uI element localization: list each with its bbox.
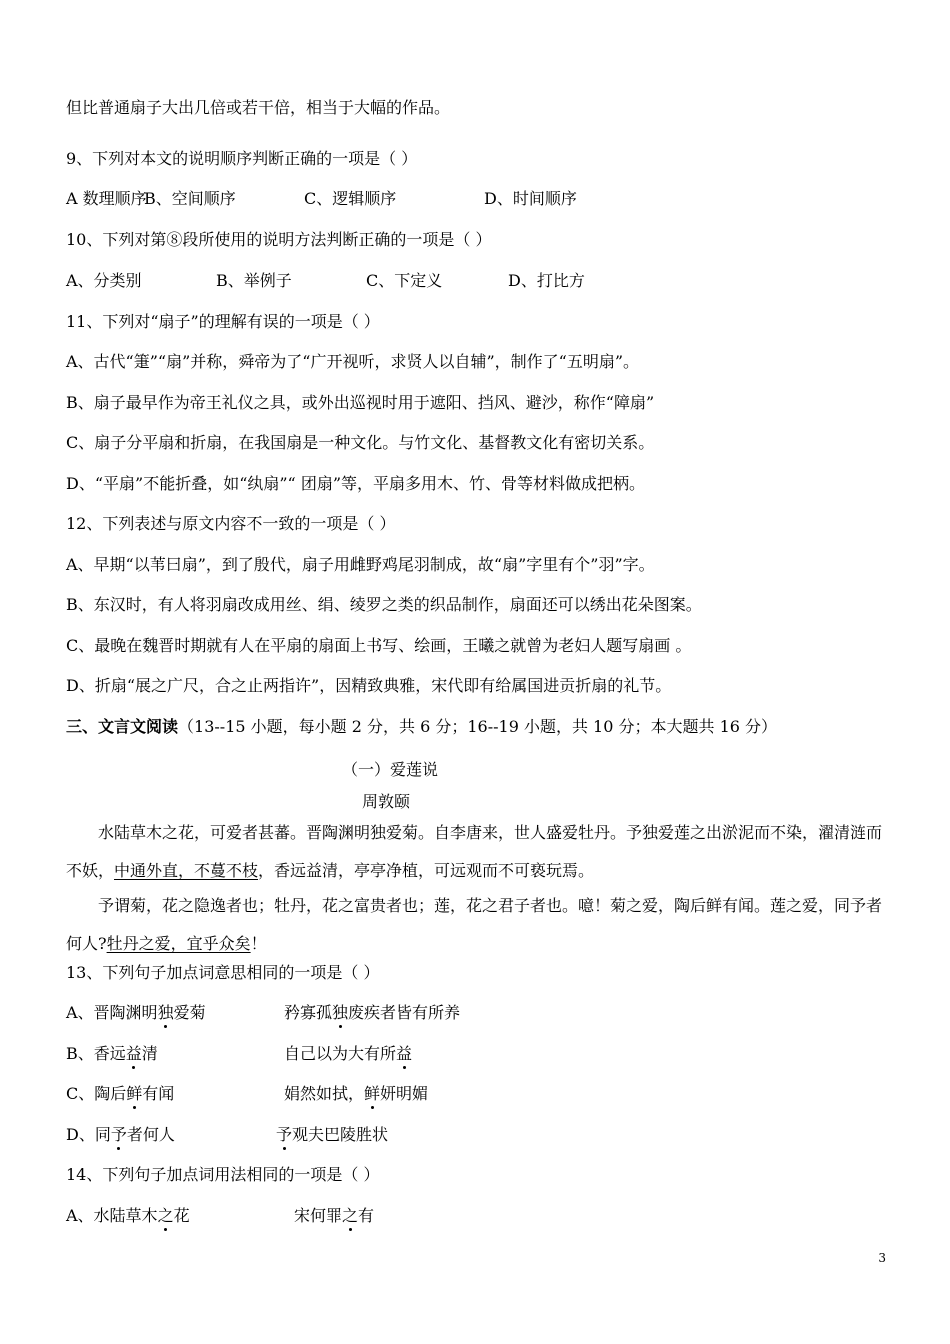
option-a: A 数理顺序 xyxy=(66,189,147,208)
section-3-note: （13--15 小题，每小题 2 分，共 6 分；16--19 小题，共 10 分；本大题共 16 分） xyxy=(178,717,778,736)
passage-title: （一）爱莲说 xyxy=(342,760,439,779)
passage-author: 周敦颐 xyxy=(362,792,411,811)
option-d: D、打比方 xyxy=(508,271,585,290)
question-12-option-b: B、东汉时，有人将羽扇改成用丝、绢、绫罗之类的织品制作，扇面还可以绣出花朵图案。 xyxy=(66,595,702,614)
page-number: 3 xyxy=(878,1251,886,1265)
question-12-option-c: C、最晚在魏晋时期就有人在平扇的扇面上书写、绘画，王曦之就曾为老妇人题写扇画 。 xyxy=(66,636,692,655)
dotted-word: 独 xyxy=(332,1003,349,1022)
dotted-word: 鲜 xyxy=(364,1084,381,1103)
question-11-option-c: C、扇子分平扇和折扇，在我国扇是一种文化。与竹文化、基督教文化有密切关系。 xyxy=(66,433,655,452)
question-13-option-b: B、香远益清 自己以为大有所益 xyxy=(66,1044,413,1063)
question-12-stem: 12、下列表述与原文内容不一致的一项是（ ） xyxy=(66,514,396,533)
dotted-word: 独 xyxy=(157,1003,174,1022)
dotted-word: 益 xyxy=(396,1044,413,1063)
question-10-stem: 10、下列对第⑧段所使用的说明方法判断正确的一项是（ ） xyxy=(66,230,492,249)
question-13-option-a: A、晋陶渊明独爱菊 矜寡孤独废疾者皆有所养 xyxy=(66,1003,461,1022)
underlined-sentence-1: 中通外直，不蔓不枝 xyxy=(114,861,259,880)
option-b: B、举例子 xyxy=(216,271,292,290)
option-a: A、分类别 xyxy=(66,271,142,290)
dotted-word: 之 xyxy=(157,1206,174,1225)
section-3-header xyxy=(66,717,777,737)
passage-paragraph-1: 水陆草木之花，可爱者甚蕃。晋陶渊明独爱菊。自李唐来，世人盛爱牡丹。予独爱莲之出淤泥而不染，濯清涟而不妖，中通外直，不蔓不枝，香远益清，亭亭净植，可远观而不可亵玩焉。 xyxy=(66,823,883,880)
question-12-option-d: D、折扇“展之广尺，合之止两指许”，因精致典雅，宋代即有给属国进贡折扇的礼节。 xyxy=(66,676,672,695)
question-9-stem: 9、下列对本文的说明顺序判断正确的一项是（ ） xyxy=(66,149,418,168)
passage-paragraph-2: 予谓菊，花之隐逸者也；牡丹，花之富贵者也；莲，花之君子者也。噫！菊之爱，陶后鲜有闻。莲之爱，同予者何人?牡丹之爱，宜乎众矣！ xyxy=(66,896,883,953)
option-d: D、时间顺序 xyxy=(484,189,577,208)
question-11-option-d: D、“平扇”不能折叠，如“纨扇”“ 团扇”等，平扇多用木、竹、骨等材料做成把柄。 xyxy=(66,474,645,493)
dotted-word: 益 xyxy=(125,1044,142,1063)
section-3-heading: 三、文言文阅读 xyxy=(66,717,179,736)
dotted-word: 予 xyxy=(110,1125,127,1144)
question-11-option-a: A、古代“箑”“扇”并称，舜帝为了“广开视听，求贤人以自辅”，制作了“五明扇”。 xyxy=(66,352,639,371)
question-13-option-c: C、陶后鲜有闻 娟然如拭，鲜妍明媚 xyxy=(66,1084,429,1103)
question-11-stem: 11、下列对“扇子”的理解有误的一项是（ ） xyxy=(66,312,380,331)
underlined-sentence-2: 牡丹之爱，宜乎众矣 xyxy=(106,934,251,953)
question-9-options xyxy=(66,189,577,209)
question-14-option-a: A、水陆草木之花 宋何罪之有 xyxy=(66,1206,375,1225)
dotted-word: 之 xyxy=(342,1206,359,1225)
option-b: B、空间顺序 xyxy=(144,189,236,208)
question-12-option-a: A、早期“以苇曰扇”，到了殷代，扇子用雌野鸡尾羽制成，故“扇”字里有个”羽”字。 xyxy=(66,555,655,574)
dotted-word: 予 xyxy=(276,1125,293,1144)
question-11-option-b: B、扇子最早作为帝王礼仪之具，或外出巡视时用于遮阳、挡风、避沙，称作“障扇” xyxy=(66,393,655,412)
dotted-word: 鲜 xyxy=(126,1084,143,1103)
question-13-option-d: D、同予者何人 予观夫巴陵胜状 xyxy=(66,1125,389,1144)
question-14-stem: 14、下列句子加点词用法相同的一项是（ ） xyxy=(66,1165,380,1184)
option-c: C、逻辑顺序 xyxy=(304,189,397,208)
continued-text: 但比普通扇子大出几倍或若干倍，相当于大幅的作品。 xyxy=(66,98,451,117)
question-13-stem: 13、下列句子加点词意思相同的一项是（ ） xyxy=(66,963,380,982)
question-10-options xyxy=(66,271,585,291)
option-c: C、下定义 xyxy=(366,271,443,290)
